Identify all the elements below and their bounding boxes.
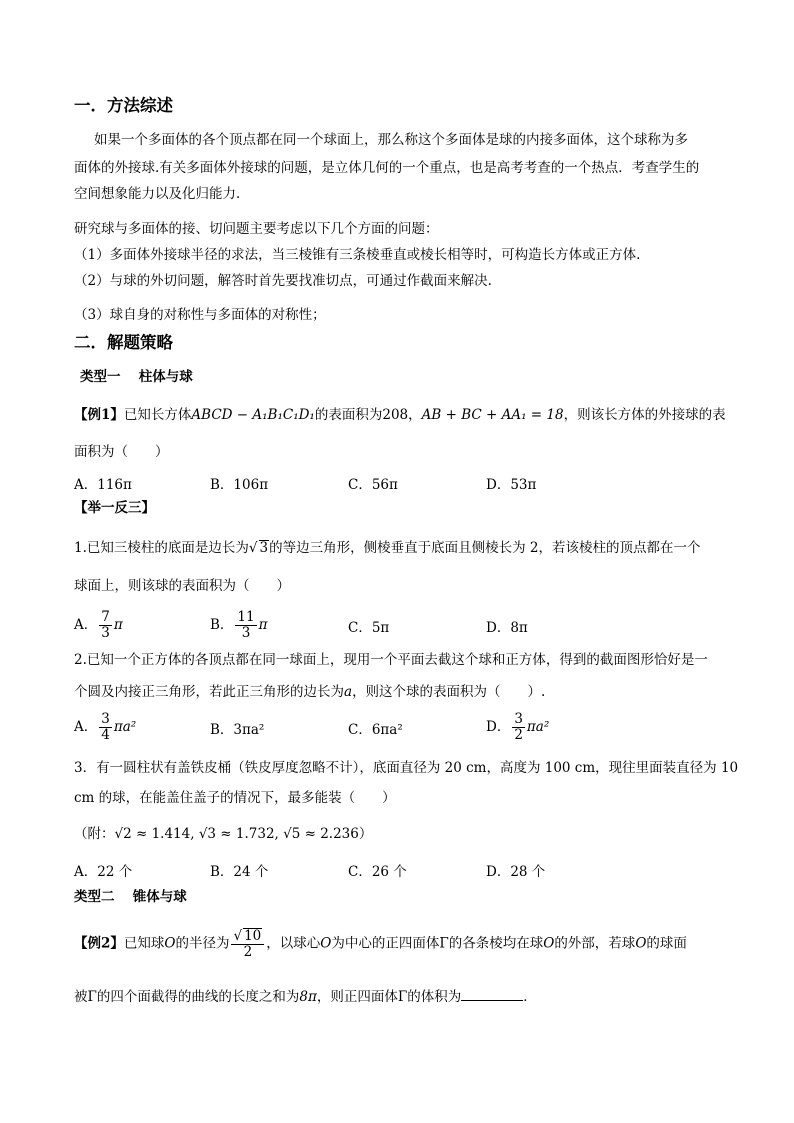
example-text: 的球面 — [646, 935, 687, 952]
example-text: ，则该长方体的外接球的表 — [563, 407, 726, 423]
option-a: A．22 个 — [74, 864, 133, 880]
type-heading-cone: 类型二 锥体与球 — [74, 889, 187, 905]
variable: O — [164, 935, 176, 952]
option-label: D． — [486, 719, 511, 735]
question-3-line-1: 3．有一圆柱状有盖铁皮桶（铁皮厚度忽略不计），底面直径为 20 cm，高度为 100 cm，现往里面装直径为 10 — [74, 760, 739, 776]
option-a — [74, 610, 123, 641]
option-a: A．116π — [74, 477, 132, 493]
paragraph-line: 面体的外接球.有关多面体外接球的问题，是立体几何的一个重点，也是高考考查的一个热点．考查学生的 — [74, 160, 700, 176]
formula: AB + BC + AA₁ = 18 — [421, 407, 564, 423]
example-text: ，以球心 — [266, 935, 321, 952]
option-d: D．53π — [486, 477, 537, 493]
question-2-line-2 — [74, 682, 724, 702]
question-2-line-1: 2.已知一个正方体的各顶点都在同一球面上，现用一个平面去截这个球和正方体，得到的截面图形恰好是一 — [74, 652, 708, 668]
example-1-line-2: 面积为（ ） — [74, 444, 169, 460]
question-1-line-2: 球面上，则该球的表面积为（ ） — [74, 578, 290, 594]
option-c: C．6πa² — [348, 722, 403, 738]
question-3-note: （附：√2 ≈ 1.414, √3 ≈ 1.732, √5 ≈ 2.236） — [74, 826, 373, 842]
example-1-line-1 — [74, 405, 724, 425]
type-heading-prism: 类型一 柱体与球 — [80, 369, 193, 385]
list-item: （1）多面体外接球半径的求法，当三棱锥有三条棱垂直或棱长相等时，可构造长方体或正方体. — [74, 247, 641, 263]
example-label: 【例1】 — [74, 407, 124, 423]
pi-symbol: π — [258, 617, 268, 633]
question-text: 的等边三角形，侧棱垂直于底面且侧棱长为 2，若该棱柱的顶点都在一个 — [269, 540, 701, 556]
option-c: C．26 个 — [348, 864, 407, 880]
variable: Γ — [439, 935, 449, 952]
fraction: $\frac{3}{2}$ — [514, 711, 523, 743]
option-b — [210, 610, 267, 641]
practice-heading: 【举一反三】 — [74, 500, 155, 516]
option-label: A． — [74, 617, 98, 633]
variable: a — [344, 684, 353, 700]
variable: O — [543, 935, 555, 952]
fraction: $\frac{√ 10}{2}$ — [231, 928, 264, 960]
example-text: ，则正四面体 — [316, 989, 398, 1005]
paragraph-line: 空间想象能力以及化归能力． — [74, 186, 250, 202]
paragraph-intro: 研究球与多面体的接、切问题主要考虑以下几个方面的问题： — [74, 221, 439, 237]
option-b: B．3πa² — [210, 722, 265, 738]
option-d — [486, 712, 549, 743]
option-b: B．24 个 — [210, 864, 269, 880]
sqrt-value: 3 — [259, 540, 269, 556]
example-text: 的半径为 — [175, 935, 230, 952]
formula: ABCD − A₁B₁C₁D₁ — [191, 407, 315, 423]
example-text: ． — [523, 989, 537, 1005]
list-item: （2）与球的外切问题，解答时首先要找准切点，可通过作截面来解决. — [74, 273, 492, 289]
paragraph-line: 如果一个多面体的各个顶点都在同一个球面上，那么称这个多面体是球的内接多面体，这个球称为多 — [94, 132, 688, 148]
option-label: A． — [74, 719, 98, 735]
option-b: B．106π — [210, 477, 269, 493]
formula: πa² — [113, 719, 137, 735]
variable: O — [635, 935, 647, 952]
example-text: 被 — [74, 989, 88, 1005]
example-label: 【例2】 — [74, 935, 124, 952]
question-text: ，则这个球的表面积为（ ）. — [352, 684, 546, 700]
question-text: 1.已知三棱柱的底面是边长为 — [74, 540, 249, 556]
fraction: $\frac{3}{4}$ — [101, 711, 110, 743]
example-text: 的四个面截得的曲线的长度之和为 — [96, 989, 300, 1005]
formula: πa² — [526, 719, 550, 735]
option-d: D．28 个 — [486, 864, 546, 880]
example-2-line-2 — [74, 986, 724, 1007]
example-text: 已知长方体 — [123, 407, 192, 423]
fraction: $\frac{11}{3}$ — [237, 609, 255, 641]
option-c: C．5π — [348, 620, 390, 636]
example-2-line-1 — [74, 928, 724, 968]
section-heading-method: 一．方法综述 — [74, 96, 173, 115]
answer-blank[interactable] — [461, 986, 523, 1001]
pi-symbol: π — [113, 617, 123, 633]
example-text: 的体积为 — [407, 989, 462, 1005]
section-heading-strategy: 二．解题策略 — [74, 333, 173, 352]
example-text: 已知球 — [123, 935, 165, 952]
fraction: $\frac{7}{3}$ — [101, 609, 110, 641]
example-text: 的各条棱均在球 — [448, 935, 544, 952]
variable: O — [320, 935, 332, 952]
question-text: 个圆及内接正三角形，若此正三角形的边长为 — [74, 684, 344, 700]
list-item: （3）球自身的对称性与多面体的对称性； — [74, 307, 326, 323]
example-text: 的外部，若球 — [554, 935, 636, 952]
variable: Γ — [397, 989, 408, 1005]
question-1-line-1: 1.已知三棱柱的底面是边长为√ 3的等边三角形，侧棱垂直于底面且侧棱长为 2，若该棱柱的顶点都在一个 — [74, 540, 701, 556]
question-3-line-2: cm 的球，在能盖住盖子的情况下，最多能装（ ） — [74, 790, 396, 806]
option-label: B． — [210, 617, 234, 633]
example-text: 的表面积为208， — [314, 407, 422, 423]
example-text: 为中心的正四面体 — [331, 935, 440, 952]
variable: Γ — [87, 989, 97, 1005]
option-d: D．8π — [486, 620, 528, 636]
option-a — [74, 712, 136, 743]
formula: 8π — [299, 989, 317, 1005]
option-c: C．56π — [348, 477, 398, 493]
